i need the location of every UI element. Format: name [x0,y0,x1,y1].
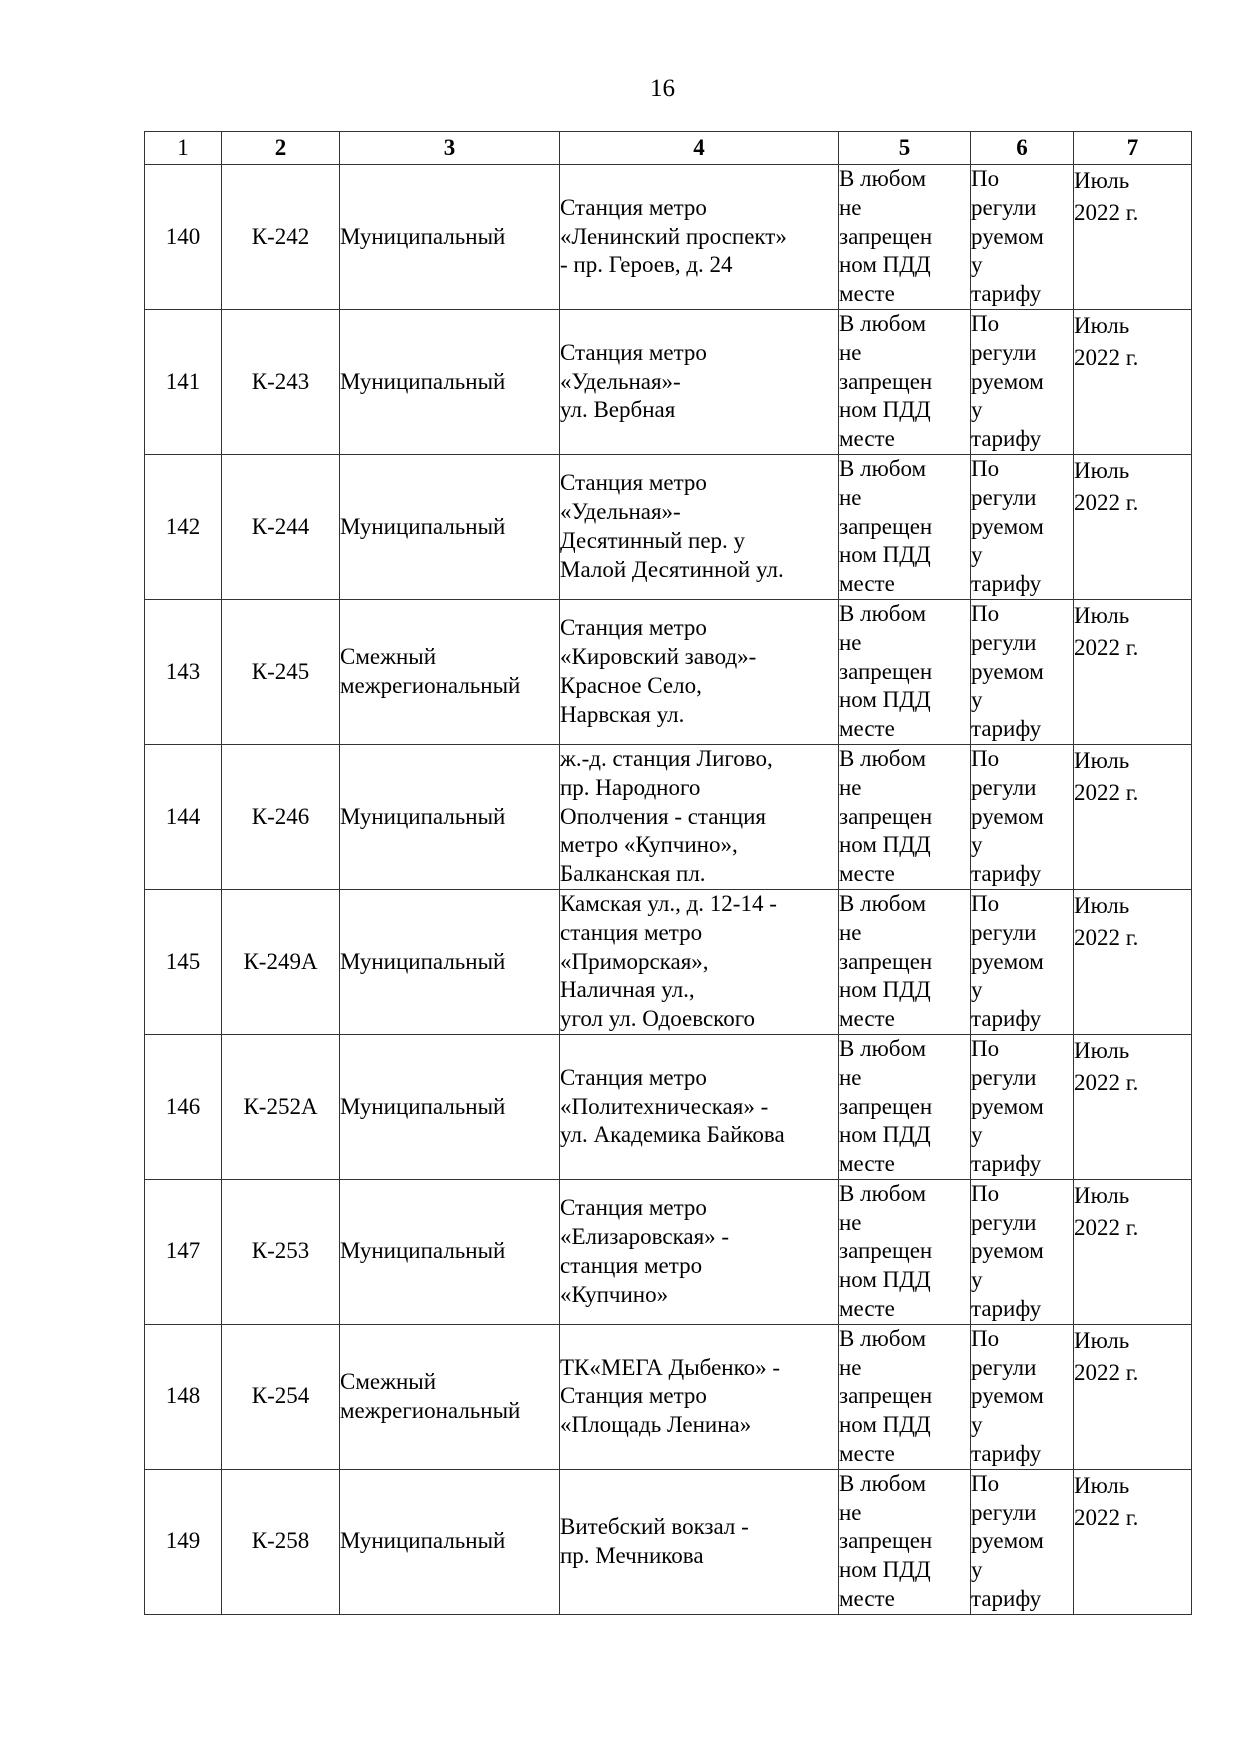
route-path-line: Витебский вокзал - [560,1514,749,1540]
table-row [145,889,1192,1034]
route-path-line: «Площадь Ленина» [560,1412,752,1438]
tariff-line: у [971,832,983,858]
route-path-line: Станция метро [560,339,707,365]
tariff-line: у [971,252,983,278]
route-type-line: Муниципальный [340,803,506,829]
route-type-line: Муниципальный [340,1238,506,1264]
route-type-line: Муниципальный [340,513,506,539]
table-row [145,165,1192,310]
start-date-cell [1074,889,1192,1034]
tariff-line: тарифу [971,1151,1042,1177]
start-date-line: 2022 г. [1074,200,1139,225]
tariff-cell [971,165,1074,310]
stop-rule-line: ном ПДД [839,1557,931,1583]
start-date-line: 2022 г. [1074,924,1139,950]
route-path-line: станция метро [560,919,703,945]
stop-rule-cell [839,1469,971,1614]
route-path-line: Станция метро [560,615,707,641]
route-path-line: Красное Село, [560,672,702,698]
route-path-line: «Удельная»- [560,368,681,394]
column-number-6: 6 [971,132,1074,165]
start-date-cell [1074,1324,1192,1469]
route-path-cell [560,889,839,1034]
stop-rule-line: месте [839,1296,895,1322]
tariff-line: тарифу [971,571,1042,597]
tariff-line: у [971,687,983,713]
tariff-cell [971,889,1074,1034]
start-date-cell [1074,1469,1192,1614]
tariff-line: тарифу [971,1006,1042,1032]
stop-rule-line: запрещен [839,948,933,974]
route-path-cell [560,1179,839,1324]
column-number-header [145,132,1192,165]
stop-rule-line: не [839,1064,862,1090]
route-path-line: ж.-д. станция Лигово, [560,745,773,771]
stop-rule-line: запрещен [839,223,933,249]
stop-rule-line: запрещен [839,368,933,394]
stop-rule-line: ном ПДД [839,1267,931,1293]
route-number-cell: К-242 [222,165,340,310]
stop-rule-line: месте [839,571,895,597]
start-date-cell [1074,744,1192,889]
tariff-line: тарифу [971,1586,1042,1612]
column-number-5: 5 [839,132,971,165]
tariff-line: у [971,1557,983,1583]
stop-rule-line: не [839,194,862,220]
route-path-cell [560,1324,839,1469]
stop-rule-line: запрещен [839,803,933,829]
start-date-cell [1074,309,1192,454]
route-path-line: угол ул. Одоевского [560,1006,756,1032]
route-path-line: Десятинный пер. у [560,527,746,553]
route-type-cell [340,1469,560,1614]
stop-rule-line: В любом [839,1325,927,1351]
tariff-line: у [971,1122,983,1148]
route-path-line: Станция метро [560,470,707,496]
table-row [145,1179,1192,1324]
row-number-cell: 140 [145,165,222,310]
tariff-line: у [971,977,983,1003]
tariff-line: По [971,1325,1000,1351]
tariff-line: регули [971,1209,1037,1235]
route-path-line: Станция метро [560,1383,707,1409]
start-date-cell [1074,599,1192,744]
table-row [145,744,1192,889]
tariff-line: По [971,455,1000,481]
tariff-line: регули [971,774,1037,800]
tariff-line: регули [971,484,1037,510]
start-date-line: Июль [1074,168,1130,193]
stop-rule-line: ном ПДД [839,397,931,423]
stop-rule-line: В любом [839,745,927,771]
stop-rule-line: ном ПДД [839,1412,931,1438]
tariff-line: По [971,745,1000,771]
route-path-line: пр. Народного [560,774,701,800]
tariff-line: руемом [971,223,1044,249]
stop-rule-line: В любом [839,455,927,481]
tariff-line: руемом [971,658,1044,684]
row-number-cell: 141 [145,309,222,454]
route-path-line: Ополчения - станция [560,803,766,829]
tariff-line: регули [971,919,1037,945]
route-type-cell [340,1324,560,1469]
row-number-cell: 147 [145,1179,222,1324]
stop-rule-line: В любом [839,166,927,191]
stop-rule-line: не [839,484,862,510]
start-date-cell [1074,1179,1192,1324]
row-number-cell: 144 [145,744,222,889]
route-path-line: «Ленинский проспект» [560,223,787,249]
stop-rule-cell [839,1324,971,1469]
tariff-line: тарифу [971,281,1042,307]
tariff-line: руемом [971,1528,1044,1554]
start-date-line: Июль [1074,1327,1130,1353]
route-number-cell: К-246 [222,744,340,889]
route-path-line: Наличная ул., [560,977,695,1003]
tariff-line: регули [971,339,1037,365]
stop-rule-line: ном ПДД [839,1122,931,1148]
tariff-line: руемом [971,1238,1044,1264]
start-date-line: 2022 г. [1074,779,1139,805]
tariff-cell [971,599,1074,744]
route-path-line: ул. Академика Байкова [560,1122,785,1148]
route-type-cell [340,1179,560,1324]
stop-rule-line: не [839,919,862,945]
start-date-line: Июль [1074,1182,1130,1208]
tariff-line: По [971,1470,1000,1496]
route-number-cell: К-252А [222,1034,340,1179]
page-number: 16 [650,75,675,102]
route-type-line: Муниципальный [340,1528,506,1554]
tariff-line: у [971,1412,983,1438]
route-path-line: «Политехническая» - [560,1093,769,1119]
route-path-line: ТК«МЕГА Дыбенко» - [560,1354,781,1380]
stop-rule-line: месте [839,1441,895,1467]
tariff-line: руемом [971,513,1044,539]
stop-rule-cell [839,599,971,744]
route-number-cell: К-244 [222,454,340,599]
table-row [145,1034,1192,1179]
start-date-line: 2022 г. [1074,344,1139,370]
start-date-line: 2022 г. [1074,1504,1139,1530]
stop-rule-line: месте [839,1586,895,1612]
route-path-line: Станция метро [560,1064,707,1090]
stop-rule-line: В любом [839,1035,927,1061]
tariff-line: По [971,1035,1000,1061]
stop-rule-cell [839,454,971,599]
start-date-line: Июль [1074,457,1130,483]
start-date-line: Июль [1074,747,1130,773]
stop-rule-line: ном ПДД [839,832,931,858]
stop-rule-line: не [839,774,862,800]
table-row [145,1324,1192,1469]
route-number-cell: К-245 [222,599,340,744]
column-number-4: 4 [560,132,839,165]
stop-rule-line: запрещен [839,1383,933,1409]
route-path-line: Станция метро [560,1195,707,1221]
column-number-7: 7 [1074,132,1192,165]
stop-rule-cell [839,309,971,454]
route-path-line: Станция метро [560,194,707,220]
route-type-cell [340,165,560,310]
start-date-line: 2022 г. [1074,1214,1139,1240]
stop-rule-line: не [839,1499,862,1525]
route-path-line: ул. Вербная [560,397,676,423]
stop-rule-line: В любом [839,890,927,916]
tariff-line: руемом [971,803,1044,829]
tariff-line: По [971,166,1000,191]
route-number-cell: К-253 [222,1179,340,1324]
table-body [145,165,1192,1615]
route-path-line: - пр. Героев, д. 24 [560,252,733,278]
tariff-cell [971,309,1074,454]
route-path-line: станция метро [560,1252,703,1278]
route-type-line: Муниципальный [340,223,506,249]
tariff-cell [971,744,1074,889]
start-date-line: Июль [1074,892,1130,918]
route-path-line: метро «Купчино», [560,832,738,858]
stop-rule-line: ном ПДД [839,977,931,1003]
route-type-cell [340,599,560,744]
column-number-2: 2 [222,132,340,165]
route-path-line: Балканская пл. [560,861,706,887]
stop-rule-line: месте [839,1006,895,1032]
stop-rule-line: месте [839,716,895,742]
route-type-line: Муниципальный [340,1093,506,1119]
tariff-line: По [971,1180,1000,1206]
route-path-cell [560,744,839,889]
route-type-line: Муниципальный [340,368,506,394]
tariff-line: руемом [971,1093,1044,1119]
route-type-line: Муниципальный [340,948,506,974]
route-path-cell [560,599,839,744]
tariff-line: регули [971,1064,1037,1090]
stop-rule-line: месте [839,1151,895,1177]
stop-rule-line: ном ПДД [839,252,931,278]
start-date-line: 2022 г. [1074,1359,1139,1385]
stop-rule-cell [839,744,971,889]
stop-rule-line: не [839,629,862,655]
stop-rule-cell [839,1034,971,1179]
stop-rule-line: месте [839,281,895,307]
stop-rule-line: месте [839,426,895,452]
route-path-cell [560,1469,839,1614]
stop-rule-cell [839,889,971,1034]
start-date-cell [1074,1034,1192,1179]
tariff-cell [971,1034,1074,1179]
stop-rule-line: В любом [839,310,927,336]
tariff-line: у [971,1267,983,1293]
tariff-line: тарифу [971,861,1042,887]
start-date-line: 2022 г. [1074,489,1139,515]
route-path-cell [560,165,839,310]
tariff-cell [971,454,1074,599]
stop-rule-line: месте [839,861,895,887]
route-type-line: Смежный [340,1369,437,1395]
route-type-cell [340,1034,560,1179]
start-date-line: Июль [1074,312,1130,338]
route-path-line: Камская ул., д. 12-14 - [560,890,777,916]
tariff-cell [971,1324,1074,1469]
start-date-cell [1074,454,1192,599]
tariff-line: тарифу [971,1296,1042,1322]
table-row [145,454,1192,599]
route-type-cell [340,309,560,454]
stop-rule-line: В любом [839,1180,927,1206]
stop-rule-cell [839,1179,971,1324]
stop-rule-line: В любом [839,1470,927,1496]
row-number-cell: 142 [145,454,222,599]
row-number-cell: 145 [145,889,222,1034]
row-number-cell: 148 [145,1324,222,1469]
route-path-line: «Купчино» [560,1281,669,1307]
start-date-line: 2022 г. [1074,634,1139,660]
stop-rule-line: запрещен [839,1093,933,1119]
start-date-cell [1074,165,1192,310]
route-path-line: «Приморская», [560,948,709,974]
column-number-3: 3 [340,132,560,165]
tariff-line: тарифу [971,716,1042,742]
table-row [145,599,1192,744]
route-type-line: межрегиональный [340,1397,521,1423]
tariff-cell [971,1469,1074,1614]
tariff-line: тарифу [971,1441,1042,1467]
stop-rule-line: запрещен [839,658,933,684]
row-number-cell: 146 [145,1034,222,1179]
route-path-cell [560,1034,839,1179]
table-row [145,309,1192,454]
route-number-cell: К-243 [222,309,340,454]
stop-rule-line: ном ПДД [839,542,931,568]
route-path-line: пр. Мечникова [560,1542,704,1568]
stop-rule-line: не [839,339,862,365]
stop-rule-line: не [839,1209,862,1235]
route-type-cell [340,889,560,1034]
route-path-line: «Удельная»- [560,499,681,525]
tariff-line: тарифу [971,426,1042,452]
route-number-cell: К-258 [222,1469,340,1614]
route-path-line: Малой Десятинной ул. [560,556,784,582]
tariff-line: руемом [971,368,1044,394]
stop-rule-line: запрещен [839,1238,933,1264]
tariff-line: у [971,397,983,423]
stop-rule-cell [839,165,971,310]
tariff-cell [971,1179,1074,1324]
route-type-line: межрегиональный [340,672,521,698]
start-date-line: Июль [1074,602,1130,628]
stop-rule-line: запрещен [839,513,933,539]
route-type-cell [340,454,560,599]
route-path-line: Нарвская ул. [560,701,685,727]
tariff-line: По [971,310,1000,336]
tariff-line: регули [971,1354,1037,1380]
tariff-line: регули [971,194,1037,220]
start-date-line: Июль [1074,1472,1130,1498]
row-number-cell: 143 [145,599,222,744]
tariff-line: руемом [971,1383,1044,1409]
start-date-line: 2022 г. [1074,1069,1139,1095]
route-type-line: Смежный [340,644,437,670]
tariff-line: руемом [971,948,1044,974]
tariff-line: у [971,542,983,568]
route-path-line: «Елизаровская» - [560,1224,730,1250]
tariff-line: По [971,890,1000,916]
stop-rule-line: запрещен [839,1528,933,1554]
route-type-cell [340,744,560,889]
stop-rule-line: не [839,1354,862,1380]
route-path-line: «Кировский завод»- [560,644,757,670]
start-date-line: Июль [1074,1037,1130,1063]
tariff-line: регули [971,1499,1037,1525]
route-path-cell [560,309,839,454]
table-row [145,1469,1192,1614]
row-number-cell: 149 [145,1469,222,1614]
stop-rule-line: ном ПДД [839,687,931,713]
route-registry-table [144,131,1192,1615]
stop-rule-line: В любом [839,600,927,626]
tariff-line: По [971,600,1000,626]
column-number-1: 1 [145,132,222,165]
route-number-cell: К-254 [222,1324,340,1469]
route-path-cell [560,454,839,599]
route-number-cell: К-249А [222,889,340,1034]
tariff-line: регули [971,629,1037,655]
